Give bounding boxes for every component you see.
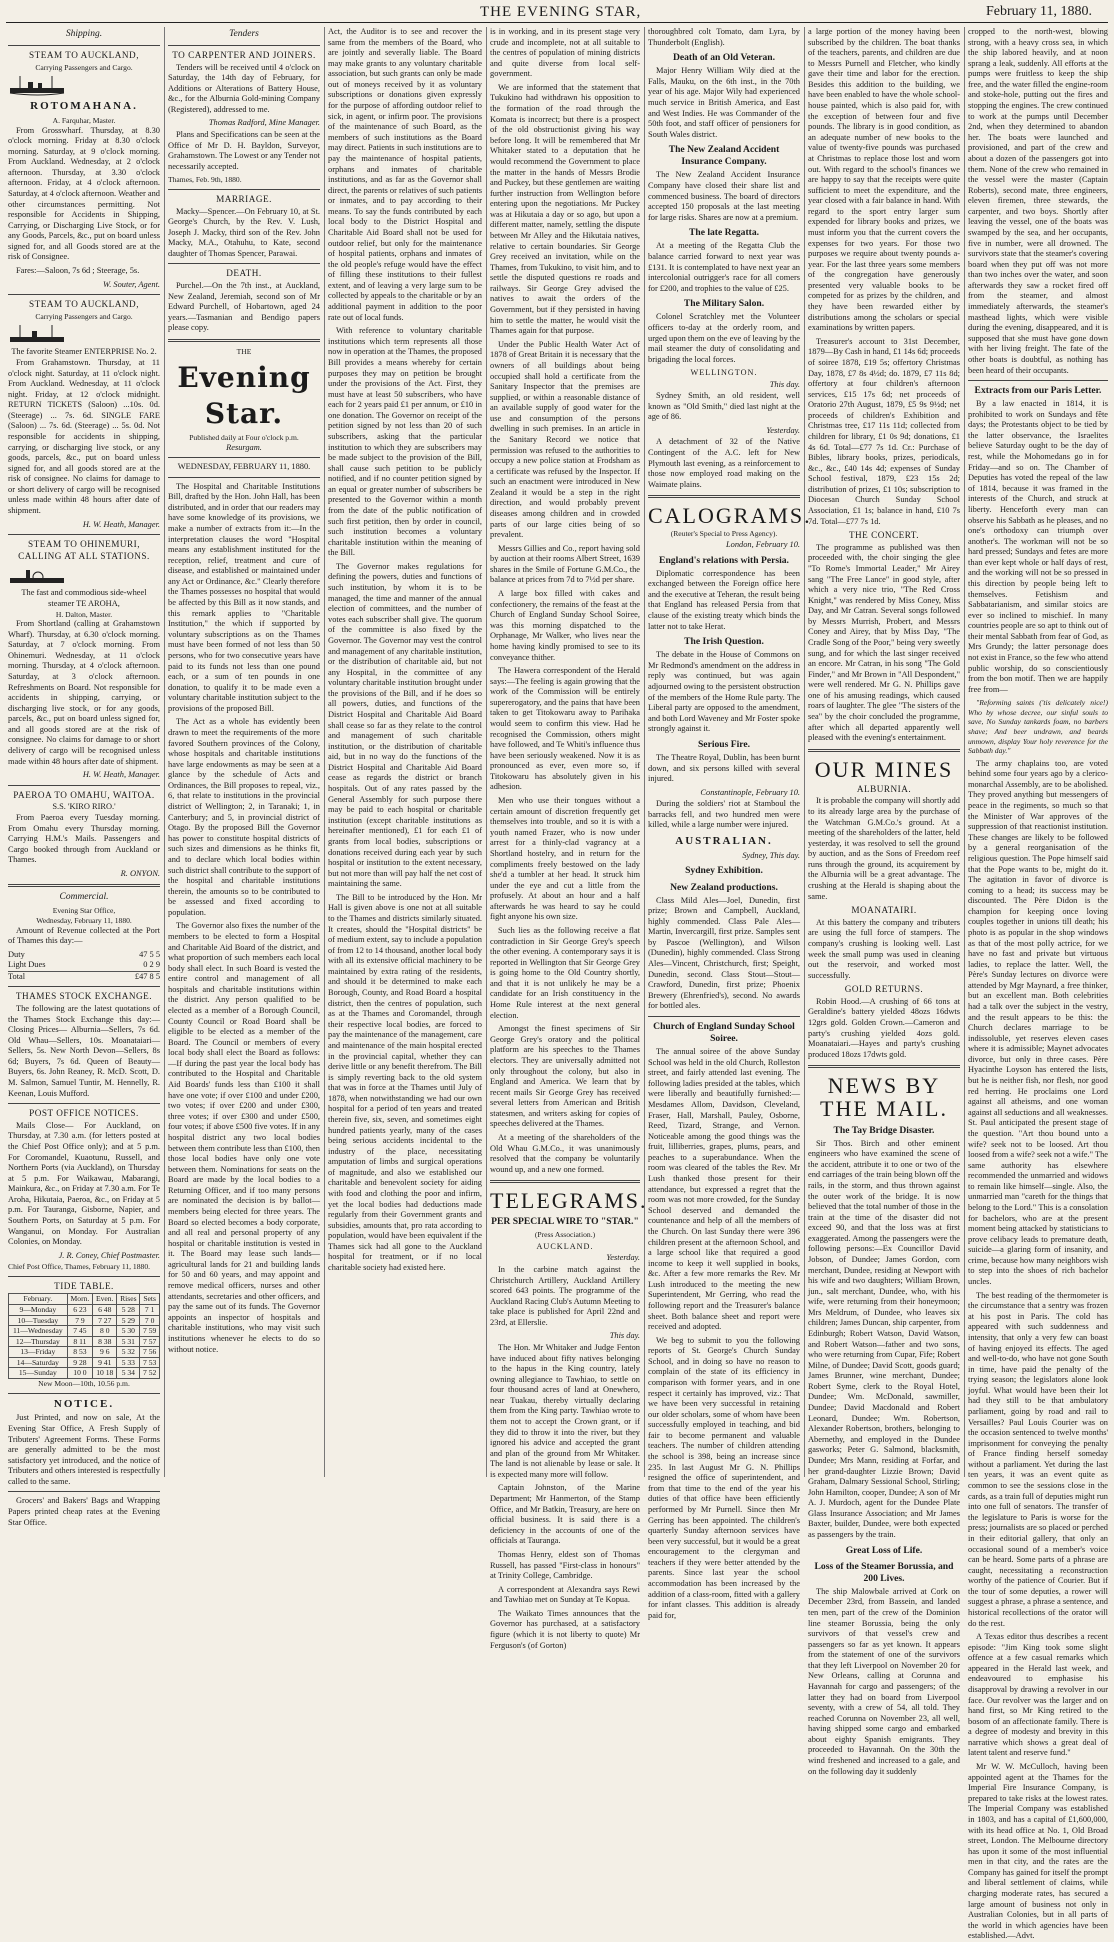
section-heading: Shipping. xyxy=(65,29,103,39)
article-paragraph: Mr W. W. McCulloch, having been appointed agent at the Thames for the Imperial Fire Insurance Company, is prepared to take risks at the lowest rates. The Imperial Company was established in 1803, and has a capital of £1,600,000, with its head office at No. 1, Old Broad street, London. The Melbourne directory has upon it some of the most influential men in that city, and the rates are the Company has gained for itself the prompt and liberal settlement of claims, while charging moderate rates, has secured a large amount of business not only in Australian Colonies, but in all parts of the world in which agencies have been established.—Advt. xyxy=(968,1762,1108,1941)
dateline-date: This day. xyxy=(609,1331,640,1341)
stock-heading: THAMES STOCK EXCHANGE. xyxy=(15,991,153,1002)
table-header-row: February. Morn. Even. Rises Sets xyxy=(9,1294,160,1305)
table-row: 9—Monday 6 23 6 48 5 28 7 1 xyxy=(9,1305,160,1316)
article-paragraph: Treasurer's account to 31st December, 1879—By Cash in hand, £1 14s 6d; proceeds of soiree 1878, £19 5s; offertory Christmas Day, 1878, £7 8s 4½d; do. 1879, £7 11s 8d; offertory at four children's afternoon services, £15 17s 6d; net proceeds of Oratorio 27th August, 1879, £5 9s 9½d; net proceeds of children's Exhibition and Christmas tree, £17 11s 11d; collected from children for library, £1 0s 9d; donations, £1 4s 6d. Total—£77 7s 1d. Cr.: Purchase of Bibles, library books, prizes, periodicals, &c., &c., £40 14s 4d; expenses of Sunday School festival, 1879, £23 15s 2d; distribution of prizes, £1 10s; subscription to Diocesan Church Sunday School Association, £1 1s; balance in hand, £10 7s 7d. Total—£77 7s 1d. xyxy=(808,336,960,526)
dateline-date: Yesterday. xyxy=(606,1253,640,1263)
ad-subheading: Carrying Passengers and Cargo. xyxy=(35,62,133,72)
article-heading: The Military Salon. xyxy=(683,298,765,310)
death-body: Purchel.—On the 7th inst., at Auckland, New Zealand, Jeremiah, second son of Mr Edward Purchell, of Hobartown, aged 24 years.—Tasmanian and Bendigo papers please copy. xyxy=(168,280,320,333)
ad-body: From Shortland (calling at Grahamstown Wharf). Thursday, at 6.30 o'clock morning. Saturday, at 7 o'clock morning. From Ohinemuri. Wednesday, at 11 o'clock morning. Thursday, at 4 o'clock afternoon. Saturday, at 3 o'clock afternoon. Refreshments on Board. Not responsible for accidents in shipping, carrying, or discharging live stock, or for any goods, parcels, &c., put on board unless signed for, and all goods stored are at the risk of consignee. No claims for damage to or short delivery of cargo will be recognised unless made within 48 hours after date of shipment. xyxy=(8,619,160,766)
column-4 xyxy=(490,27,648,1650)
divider xyxy=(8,884,160,887)
article-heading: England's relations with Persia. xyxy=(659,554,789,566)
paper-date: WEDNESDAY, FEBRUARY 11, 1880. xyxy=(177,462,311,472)
column-rule xyxy=(486,27,487,1477)
article-paragraph: Sydney Smith, an old resident, well known as "Old Smith," died last night at the age of 86. xyxy=(648,391,800,422)
article-paragraph: Amongst the finest specimens of Sir George Grey's oratory and the political platform are his speeches to the Thames electors. They are universally admitted not only throughout the colony, but also in England and America. We learn that by recent mails Sir George Grey has received several letters from American and British statesmen, and writers asking for copies of speeches delivered at the Thames. xyxy=(490,1024,640,1129)
notice-heading: NOTICE. xyxy=(53,1397,115,1410)
death-heading: DEATH. xyxy=(226,268,262,279)
article-paragraph: Messrs Gillies and Co., report having sold by auction at their rooms Albert Street, 1639 shares in the Smile of Fortune G.M.Co., the balance at prices from 7d to 7½d per share. xyxy=(490,543,640,585)
tide-heading: TIDE TABLE. xyxy=(54,1280,114,1291)
poem: "Reforming saints ('tis delicately nice!) Who by whose decree, our sinful souls to save, No Sunday tankards foam, no barbers shave; And beer undrawn, and beards unmown, display Your holy reverence for the Sabbath day." xyxy=(968,698,1108,756)
paper-publication: Published daily at Four o'clock p.m. xyxy=(189,432,299,442)
ship-name: The fast and commodious side-wheel steamer TE AROHA, xyxy=(21,588,147,608)
leader-paragraph: The Governor also fixes the number of the members to be elected to form a Hospital and Charitable Aid Board of the district, and what proportion of such members each local body shall elect. In such Board is vested the entire control and management of all hospitals and charitable institutions within the district. Any person qualified to be elected as a member of a Borough Council, County Council or Road Board shall be eligible to be elected as a member of the Board. The Council or members of every local body shall elect the Board as follows:—If during the past year the local body has contributed to the Hospital and Charitable Aid Boards' funds less than £100 it shall have one vote; if over £100 and under £200, two votes; if over £200 and under £300, three votes; if over £300 and under £500, four votes; if above £500 five votes. If in any hospital district any two local bodies between them contribute less than £100, then those local bodies have only one vote between them. Nominations for seats on the Board are made by the local bodies to a Returning Officer, and if too many persons are nominated the decision is by ballot—members being elected for three years. The Board so elected becomes a body corporate, and all real and personal property of any hospital or charitable institution is vested in it. The Board may lease such lands—agricultural lands for 21 and building lands for 50 and 60 years, and may appoint and remove medical officers, nurses and other attendants, secretaries and other officers, and pay the same out of its funds. The Governor appoints an inspector of hospitals and charitable institutions, who may visit such institutions whenever he elects to do so without notice. xyxy=(168,921,320,1354)
dateline-place: Sydney, This day. xyxy=(742,850,800,860)
article-heading: Sydney Exhibition. xyxy=(685,865,763,877)
top-rule xyxy=(6,22,1108,23)
ad-heading: STEAM TO OHINEMURI, CALLING AT ALL STATIONS. xyxy=(18,539,150,561)
mine-name: MOANATAIRI. xyxy=(851,905,917,916)
dateline-place: AUCKLAND. xyxy=(536,1242,594,1252)
divider xyxy=(168,339,320,342)
newspaper-title: THE EVENING STAR, xyxy=(480,4,642,20)
telegrams-subheading: PER SPECIAL WIRE TO "STAR." xyxy=(491,1216,639,1228)
article-paragraph: During the soldiers' riot at Stamboul the barracks fell, and two hundred men were killed, while a large number were injured. xyxy=(648,799,800,830)
column-3 xyxy=(328,27,482,1479)
article-paragraph: The best reading of the thermometer is the circumstance that a sentry was frozen at his post in Paris. The cold has appeared with such suddenness and intensity, that only a very few can boast of having enjoyed its effects. The aged and well-to-do, who have not gone South in time, have paid the penalty of the trying season; the legislators alone look joyful. What would have been their lot had they still to be that ambulatory parliament, going by road and rail to Versailles? Paul Louis Courier was on the occasion sentenced to twelve months' imprisonment for conveying the penalty of France finding herself someday without a parliament. Yet during the last ten years, it was an event quite as common to see the sessions close in the cards, as a train full of deputies might run into one full of senators. The transfer of the legislature to Paris is worse for the press; journalists are so placed or perched in their editorial gallery, that only an occasional sound of a member's voice can be heard. Some parts of a phrase are caught, necessitating a reconstruction worthy of the patience of Courier. But if the tour of some deputies, a rower will suggest a phrase, a phrase a sentence, and historical recollections of the orator will do the rest. xyxy=(968,1290,1108,1628)
column-5 xyxy=(648,27,812,1620)
divider xyxy=(490,1180,640,1183)
leader-paragraph: The Bill to be introduced by the Hon. Mr Hall is given above is one not at all suitable to the Thames and districts similarly situated. It creates, should the "Hospital districts" be of medium extent, say to include a population of from 12 to 14 thousand, another local body with all its extensive official machinery to be maintained by extra rating of the residents, and should it be determined to make each Borough, County, and Road Board a hospital district, then the centres of population, such as at the Thames and Coromandel, through their respective local bodies, are forced to pay the maintenance of the management, care and maintenance of the main hospital erected in the provincial capital, whether they can derive little or any benefit therefrom. The Bill is simply reverting back to the old system that was in force at the Thames until July of 1878, when notwithstanding we had our own hospital for a period of ten years and treated therein five, six, seven, and sometimes eight hundred patients yearly, many of the cases being serious accidents incidental to the industry of the place, necessitating amputation of limbs and surgical operations of magnitude, and also we established our charitable and benevolent society for aiding with food and clothing the poor and infirm, yet the local bodies had deductions made regularly from their Government grants and subsidies, amounts that, pro rata according to population, would have been equivalent if the Thames sick had all gone to the Auckland hospital for treatment, or if no local charitable society had existed here. xyxy=(328,892,482,1273)
stock-body: The following are the latest quotations of the Thames Stock Exchange this day:— Closing Prices— Alburnia—Sellers, 7s 6d. Old Whau—Sellers, 10s. Moanataiari—Sellers, 5s. New North Devon—Sellers, 8s 6d; Buyers, 7s 6d. Queen of Beauty—Buyers, 6s. John Reaney, R. McD. Scott, D. M. Salmon, Samuel Tuntir, M. Hennelly, R. Keenan, Louis Mufford. xyxy=(8,1004,160,1098)
article-paragraph: The ship Malowbale arrived at Cork on December 23rd, from Bassein, and landed ten men, part of the crew of the Dominion line steamer Borussia, being the only survivors of that vessel's crew and passengers so far as yet known. It appears from the statement of one of the survivors that they left Liverpool on November 20 for New Orleans, calling at Corunna and Havannah for cargo and passengers; of the latter they had on board from Liverpool seventy, with a crew of 54, all told. They reached Corunna on November 23, all well, having shipped some cargo and embarked about eighty Spanish emigrants. They proceeded to Havannah. On the 30th the wind freshened and increased to a gale, and on the following day it suddenly xyxy=(808,1586,960,1776)
article-paragraph: At this battery the company and tributers are using the full force of stampers. The company's crushing is looking well. Last week the small pump was used in cleaning out the reservoir, and worked most successfully. xyxy=(808,917,960,980)
column-rule xyxy=(804,27,805,1477)
article-paragraph: A large box filled with cakes and confectionery, the remains of the feast at the Church of England Sunday School Soiree, was this morning dispatched to the Orphanage, Mr Walker, who lives near the home having kindly promised to see to its conveyance thither. xyxy=(490,589,640,662)
article-paragraph: Diplomatic correspondence has been exchanged between the Foreign office here and the executive at Teheran, the result being that England has released Persia from that clause of the existing treaty which binds the latter not to take Herat. xyxy=(648,568,800,631)
mine-name: ALBURNIA. xyxy=(856,783,912,794)
article-paragraph: At a meeting of the shareholders of the Old Whau G.M.Co., it was unanimously resolved that the company be voluntarily wound up, and a new one formed. xyxy=(490,1132,640,1174)
leader-paragraph: The Hospital and Charitable Institutions Bill, drafted by the Hon. John Hall, has been distributed, and in order that our readers may have some knowledge of its provisions, we make a number of extracts from it:—In the interpretation clauses the word "Hospital means any establishment instituted for the reception, relief, treatment and cure of disease, and established or maintained under any Act or Ordinance, &c." Clearly therefore the Thames possesses no hospital that would be affected by this Bill as it now stands, and this remark applies to "Charitable Institution," the which if supported by voluntary subscriptions as on the Thames must have been formed of not less than 50 persons, who for two consecutive years have paid to its funds not less than one pound each, or a sum of ten pounds in one donation, to qualify it to be made even a voluntary charitable institution subject to the provisions of the proposed Bill. xyxy=(168,481,320,713)
telegram-paragraph: The Hon. Mr Whitaker and Judge Fenton have induced about fifty natives belonging to the hapus in the King country, lately owning allegiance to Tawhiao, to settle on four thousand acres of land at Onewhero, near Tuakau, thereby virtually declaring them from the King party. Tawhiao wrote to them not to accept the Crown grant, or if they did to throw it into the river, but they ignored his advice and accepted the grant and plan of the ground from Mr Whitaker. The land is not alienable by lease or sale. It is expected many more will follow. xyxy=(490,1342,640,1479)
paper-title: Evening Star. xyxy=(177,361,311,430)
ad-agent: R. ONYON. xyxy=(120,868,160,878)
article-paragraph: Sir Thos. Birch and other eminent engineers who have examined the scene of the accident, attribute it to one or two of the end carriages of the train being blown off the rails, in the storm, and thus thrown against the outer work of the bridge. It is now believed that the total number of those in the train at the time of the disaster did not exceed 90, and that the loss was at first exaggerated. Among the passengers were the following persons:—Ex Councillor David Jobson, of Dundee; James Gordon, corn merchant, Dundee, residing at Newport with his wife and two daughters; William Brown, jun., salt merchant, Dundee, who, with his wife, were returning from their honeymoon; Mrs Meldrum, of Dundee, who leaves six children; James Duncan, ship carpenter, from Edinburgh; Robert Watson, David Watson, and Robert Watson—father and two sons, who were returning from Cupar, Fife; Robert Milne, of Dundee; David Scott, goods guard; James Brunner, wine merchant, Dundee; Robert Syme, clerk to the Royal Hotel, Dundee; Wm. McDonald, sawmiller, Dundee; David Macdonald and Robert Leonard, Dundee; Wm. Robertson, Alexander Robertson, brothers, belonging to Abernethy, and employed in the Dundee gasworks; Peter G. Salmond, blacksmith, Dundee; Mrs Mann, residing at Forfar, and her grand-daughter Lizzie Brown; David Graham, Dalmary Sessional School, Stirling; John Hamilton, cooper, Dundee; A son of Mr A. J. Murdoch, agent for the Dundee Plate Glass Insurance Association; and Mr James Baxter, builder, Dundee, were both expected as passengers by the train. xyxy=(808,1138,960,1539)
article-paragraph: It is probable the company will shortly add to its already large area by the purchase of the Watchman G.M.Co.'s ground. At a meeting of the shareholders of the latter, held yesterday, it was resolved to sell the ground by auction, and as the Sons of Freedom reef runs through the ground, its acquirement by the Alburnia will be a great advantage. The crushing at the Herald is shaping about the same. xyxy=(808,796,960,901)
article-paragraph: Major Henry William Wily died at the Falls, Mauku, on the 6th inst., in the 70th year of his age. Major Wily had experienced much service in British America, and East and West Indies. He was Commander of the 50th foot, and staff officer of pensioners for South Wales district. xyxy=(648,66,800,139)
ad-manager: H. W. Heath, Manager. xyxy=(82,770,160,780)
divider xyxy=(8,45,160,46)
issue-date: February 11, 1880. xyxy=(985,4,1092,19)
ad-subheading: Carrying Passengers and Cargo. xyxy=(35,311,133,321)
post-body: Mails Close— For Auckland, on Thursday, at 7.30 a.m. (for letters posted at the Chief Post Office only); and at 5 p.m. For Coromandel, Kuaotunu, Russell, and Northern Ports (via Auckland), on Thursday at 5 p.m. For Waikawau, Mabarangi, Mainkura, &c., on Friday at 7.30 a.m. For Te Aroha, Hikutaia, Paeroa, &c., on Friday at 5 p.m. For Tauranga, Gisborne, Napier, and Southern Ports, on Saturday at 5 p.m. For Wanganui, on Monday. For Australian Colonies, on Monday. xyxy=(8,1120,160,1247)
table-row: 11—Wednesday 7 45 8 0 5 30 7 59 xyxy=(9,1326,160,1337)
article-paragraph: The annual soiree of the above Sunday School was held in the old Church, Rolleston street, and fairly attended last evening. The following ladies presided at the tables, which were liberally and beautifully furnished:—Mesdames Allom, Davidson, Cleveland, Fraser, Hall, Marshall, Pauley, Osborne, Reed, Tizard, Strange, and Vernon. Noticeable among the good things was the fruit, lilliberries, grapes, plums, pears, and peaches to a superabundance. When the room was cleared of the tables the Rev. Mr Lush thanked those present for their attendance, but expressed a regret that the room was not more crowded, for the Sunday School deserved and demanded the countenance and help of all the members of the Church. On last Sunday there were 396 children present at the afternoon School, and a large school like that required a good income to keep it well supplied in books, &c. After a few more remarks the Rev. Mr Lush introduced to the meeting the new Superintendent, Mr Gerring, who read the following report and the Treasurer's balance sheet. Both balance sheet and report were received and adopted. xyxy=(648,1047,800,1332)
dateline-date: Yesterday. xyxy=(766,425,800,435)
revenue-row: Total £47 8 5 xyxy=(8,971,160,981)
article-heading: The New Zealand Accident Insurance Company. xyxy=(668,144,780,168)
article-paragraph: Such lies as the following receive a flat contradiction in Sir George Grey's speech the other evening. A contemporary says it is reported in Wellington that Sir George Grey is going home to the Old Country shortly, and that it is not unlikely he may be a candidate for an Irish constituency in the Home Rule interest at the next general election. xyxy=(490,925,640,1020)
article-paragraph: is in working, and in its present stage very crude and incomplete, not at all suitable to the centres of population of mining districts and quite diverse from local self-government. xyxy=(490,27,640,79)
telegram-paragraph: Thomas Henry, eldest son of Thomas Russell, has passed "First-class in honours" at Trinity College, Cambridge. xyxy=(490,1549,640,1581)
table-row: 13—Friday 8 53 9 6 5 32 7 56 xyxy=(9,1347,160,1358)
ship-master: H. Dalton, Master. xyxy=(55,609,113,619)
ad-heading: STEAM TO AUCKLAND, xyxy=(29,299,139,310)
column-rule xyxy=(164,27,165,1477)
divider xyxy=(168,457,320,458)
divider xyxy=(168,189,320,190)
telegram-paragraph: Captain Johnston, of the Marine Department; Mr Hanmerton, of the Stamp Office, and Mr Batkin, Treasury, are here on official business. It is said there is a deficiency in the accounts of one of the officials at Tauranga. xyxy=(490,1483,640,1546)
divider xyxy=(968,380,1108,381)
grocers-ad: Grocers' and Bakers' Bags and Wrapping Papers printed cheap rates at the Evening Star Office. xyxy=(8,1496,160,1527)
steamship-icon xyxy=(8,564,160,586)
article-paragraph: By a law enacted in 1814, it is prohibited to work on Sundays and fête days; the Protestants object to be tied by the latter observance, the Israelites believe Saturday ought to be the day of rest, while the Mohomedans go in for Friday—and so on. The Chamber of Deputies has voted the repeal of the law of 1814, because it was framed in the interests of the Church, and struck at liberty. Henceforth every man can observe his Sabbath as he pleases, and no one's orthodoxy can triumph over another's. The workman will not be so hard pressed; Sundays and fetes are more than ever kept whole or half days of rest, and the working will not be so pressed in this direction by people being left to themselves. Fetishism and Sabbatarianism, and similar stoics are ever so inclined to mischief. In many countries people are so apt to think out of their mental Sabbath from fear of God, as Mrs Grundy; the latter personage does not exist in France, so the few who attend public worship, do so conscientiously from the bon motif. Then we are happily free from— xyxy=(968,399,1108,694)
divider xyxy=(8,294,160,295)
divider xyxy=(8,1491,160,1492)
article-heading: The Tay Bridge Disaster. xyxy=(833,1124,935,1136)
ship-name: The favorite Steamer ENTERPRISE No. 2. xyxy=(11,347,157,357)
post-sign-2: Chief Post Office, Thames, February 11, 1880. xyxy=(8,1262,151,1272)
article-heading: Loss of the Steamer Borussia, and 200 Lives. xyxy=(814,1560,954,1584)
paper-the: THE xyxy=(236,346,252,356)
article-paragraph: Robin Hood.—A crushing of 66 tons at Geraldine's battery yielded 48ozs 16dwts 12grs gold. Golden Crown.—Cameron and party's crushing yielded 4ozs gold. Moanataiari.—Hayes and party's crushing produced 18ozs 17dwts gold. xyxy=(808,996,960,1059)
notice-body: Just Printed, and now on sale, At the Evening Star Office, A Fresh Supply of Tributers' Agreement Forms. These Forms are generally admitted to be the most satisfactory yet introduced, and the notice of Tributers and others interested is respectfully called to the same. xyxy=(8,1413,160,1486)
telegram-paragraph: A correspondent at Alexandra says Rewi and Tawhiao met on Sunday at Te Kopua. xyxy=(490,1584,640,1605)
article-heading: Serious Fire. xyxy=(697,738,751,750)
revenue-row: Light Dues 0 2 9 xyxy=(8,960,160,970)
divider xyxy=(8,986,160,987)
column-1 xyxy=(8,27,160,1527)
telegram-paragraph: The Waikato Times announces that the Governor has purchased, at a satisfactory figure (which it is not liberty to quote) Mr Ferguson's (of Gorton) xyxy=(490,1608,640,1650)
article-paragraph: a large portion of the money having been subscribed by the children. The boat thanks of the teachers, parents, and children are due to Messrs Purnell and Fletcher, who kindly gave their time and labor for the erection. Besides this addition to the building, we have been enabled to have the whole school-house painted, which is also paid for, with the exception of between four and five pounds. The library is in good condition, as an adequate number of new books to the value of twenty-five pounds was purchased at Christmas to replace those lost and worn out. With regard to the school's finances we are happy to say that the receipts were quite sufficient to meet the expenditure, and the year closed with a fair balance in hand. With regard to the sport entry larger sum expended for library books and prizes, we must inform you that the current covers the expenses for two years. For those two purposes we require about twenty pounds a-year. For the last three years some members of the congregation have generously presented very valuable books to be competed for as prizes by the children, and they have been rewarded either by distributions among the scholars or special examinations by written papers. xyxy=(808,27,960,333)
section-heading: Tenders xyxy=(229,29,259,39)
steamship-icon xyxy=(8,323,160,345)
dateline-place: London, February 10. xyxy=(726,540,800,550)
moon-phase: New Moon—10th, 10.56 p.m. xyxy=(38,1378,130,1388)
calograms-subheading: (Reuter's Special to Press Agency). xyxy=(670,529,778,539)
column-7 xyxy=(968,27,1109,1941)
leader-paragraph: With reference to voluntary charitable institutions which term represents all those now in operation at the Thames, the proposed Bill provides a means whereby for certain purposes they may on petition be brought under the provisions of the Act. First, they must have at least 50 subscribers, who have each for 2 years paid £1 per annum, or £10 in one donation. The Governor on receipt of the petition signed by not less than 20 of such subscribers, asking that the particular institution to which they are subscribers may be made subject to the provision of the Bill, shall cause such petition to be publicly notified, and if no counter petition signed by an equal or greater number of subscribers be presented to the Governor within a month from the date of the public notification of such first petition, then by order in council, such institution becomes a voluntary charitable institution within the meaning of the Bill. xyxy=(328,326,482,558)
article-paragraph: Class Mild Ales—Joel, Dunedin, first prize; Brown and Campbell, Auckland, highly commended. Class Pale Ales—Martin, Invercargill, first prize. Samples sent by Pascoe (Wellington), and Wilson (Dunedin), highly commended. Class Strong Ales—Vincent, Christchurch, first; Speight, Dunedin, second. Class Stout—Stout—Crawford, Dunedin, first prize; Phoenix Brewery (Ehrenfried's), second. No awards for bottled ales. xyxy=(648,895,800,1011)
divider xyxy=(168,263,320,264)
marriage-body: Macky—Spencer.—On February 10, at St. George's Church, by the Rev. V. Lush, Joseph J. Macky, third son of the Rev. John Macky, M.A., Otahuhu, to Kate, second daughter of Thomas Spencer, Parawai. xyxy=(168,206,320,258)
concert-heading: THE CONCERT. xyxy=(848,530,920,541)
ship-name: ROTOMAHANA. xyxy=(30,100,138,113)
tender-body: Tenders will be received until 4 o'clock on Saturday, the 14th day of February, for Additions or Alterations of Battery House, &c., for the Alburnia Gold-mining Company (Registered), addressed to me. xyxy=(168,62,320,114)
column-rule xyxy=(964,27,965,1477)
divider xyxy=(8,785,160,786)
marriage-heading: MARRIAGE. xyxy=(216,193,272,204)
steamship-icon xyxy=(8,74,160,96)
tender-heading: TO CARPENTER AND JOINERS. xyxy=(172,49,316,60)
article-paragraph: Men who use their tongues without a certain amount of discretion frequently get themselves into trouble, and so it is with a youth named Frazer, who is now under arrest for a thinly-clad vagrancy at a Shortland hostelry, and in return for the compliments freely bestowed on the lady she'd a tumbler at her head. It struck him under the eye and cut a little from the profusely. At about an hour and a half afterwards he was heard to say he could fight anyone his own size. xyxy=(490,796,640,922)
table-row: 10—Tuesday 7 9 7 27 5 29 7 0 xyxy=(9,1315,160,1326)
ad-manager: H. W. Heath, Manager. xyxy=(82,519,160,529)
gold-returns-heading: GOLD RETURNS. xyxy=(844,984,924,995)
article-paragraph: At a meeting of the Regatta Club the balance carried forward to next year was £131. It is contemplated to have next year an intercolonial outrigger's race for all comers for £200, and trophies to the value of £25. xyxy=(648,241,800,293)
article-paragraph: The army chaplains too, are voted behind some four years ago by a clerico-monarchal Assembly, are to be abolished. They proved anything but messengers of peace in the regiments, so much so that the Minister of War approves of the suppression of that reactionist institution. These changes are likely to be followed by a general reorganisation of the religious question. The Pope himself said that the Pope wants to be, might do it. The agitation in favor of divorce is coming to a head; its success may be discounted. The Père Didon is the champion for keeping once loving couples together in unions till death; his photo is as popular in the shop windows as that of the most polly actrice, for we have no fast and private but virtuous ladies, to replace the latter. Well, the Père's Sunday lectures on divorce were attended by Mgr Maynard, a free thinker, but an excellent man. Both celebrities had a talk over the subject in the vestry, and the result appears to be this: the Church declares marriage to be indissoluble, yet reserves eleven cases where it is admissible; Maynet advocates divorce, but only in three cases. Père Hyacinthe Loyson has entered the lists, but he is neither fish, nor flesh, nor good red herring. He proclaims one Lord against all atheisms, and one woman against all seductions and all weaknesses. St. Paul anticipated the present stage of the question. "Art thou bound unto a wife? seek not to be loosed. Art thou loosed from a wife? seek not a wife." The same authority has elsewhere recommended the unmarried and widows to remain like himself—single. Also, the unmarried man "careth for the things that belong to the Lord." This is a consolation for bachelors, who are at the present moment being attacked by statisticians to prove celibacy leads to premature death, suicide—a glaring form of insanity, and crime, because how many neighbors wish to step into the shoes of rich bachelor uncles. xyxy=(968,758,1109,1287)
ad-heading: PAEROA TO OMAHU, WAITOA. xyxy=(13,789,155,800)
table-row: 12—Thursday 8 11 8 38 5 31 7 57 xyxy=(9,1336,160,1347)
ad-body: From Paeroa every Tuesday morning. From Omahu every Thursday morning. Carrying H.M.'s Mails. Passengers and Cargo booked through from Auckland or Thames. xyxy=(8,812,160,865)
ad-agent: W. Souter, Agent. xyxy=(103,279,160,289)
dateline-place: Constantinople, February 10. xyxy=(700,787,800,797)
post-heading: POST OFFICE NOTICES. xyxy=(29,1108,139,1119)
divider xyxy=(808,749,960,752)
post-sign: J. R. Coney, Chief Postmaster. xyxy=(58,1250,160,1260)
dateline-date: This day. xyxy=(769,379,800,389)
article-paragraph: A Texas editor thus describes a recent episode: "Jim King took some slight offence at a few casual remarks which appeared in the Herald last week, and endeavoured to emphasise his disapproval by drawing a revolver in our face. Our revolver was the larger and on hand first, so Mr King retired to the bosom of an affectionate family. There is a degree of modesty and brevity in this narrative which shows a great deal of latent talent and reserve fund." xyxy=(968,1632,1108,1758)
article-paragraph: The Hawera correspondent of the Herald says:—The feeling is again growing that the work of the Commission will be entirely supererogatory, and the pains that have been taken to get Titokowaru away to Parihaka would seem to confirm this view. Had he recognised the Commission, others might have followed, and Te Whiti's influence thus have been seriously weakened. Now it is as pronounced as ever, even more so, if Titokowaru has absolutely given in his adhesion. xyxy=(490,666,640,792)
article-paragraph: The New Zealand Accident Insurance Company have closed their share list and commenced business. The board of directors accepted 150 proposals at the last meeting for large risks. Shares are now at a premium. xyxy=(648,170,800,222)
divider xyxy=(8,1393,160,1394)
column-rule xyxy=(644,27,645,1477)
calograms-heading: CALOGRAMS. xyxy=(648,503,812,529)
article-heading: Extracts from our Paris Letter. xyxy=(974,385,1102,397)
ad-heading: STEAM TO AUCKLAND, xyxy=(29,49,139,60)
tender-date: Thames, Feb. 9th, 1880. xyxy=(168,175,242,185)
article-paragraph: We are informed that the statement that Tukukino had withdrawn his opposition to the formation of the road through the Komata is incorrect; but there is a prospect of the old obstructionist giving his way before long. It will be remembered that Mr Whitaker stated to a deputation that he would recommend the Government to place the matter in the hands of Messrs Brodie and Puckey, but these gentlemen are waiting further instruction from Wellington before entering upon the negotiations. Mr Puckey was at Hikutaia a day or so ago, but upon a different matter, namely, settling the dispute between Mr Alley and the Hikutaia natives, relative to certain boundaries. Sir George Grey received an invitation, while on the Thames, from Tukukino, to visit him, and to settle the disputed questions re roads and railways. Sir George Grey advised the natives to await the orders of the Government, but if they persisted in having him to settle the matter, he would visit the Thames again for that purpose. xyxy=(490,82,640,336)
divider xyxy=(168,45,320,46)
article-paragraph: The programme as published was then proceeded with, the choir singing the glee "To Rome's Immortal Leader," Mr Airey sang "The Free Lance" in good style, after which a very nice trio, "The Red Cross Knight," was rendered by Miss Coney, Miss Day, and Mr Catran. Several songs followed by Messrs Murrish, Probert, and Messrs Coney and Airey, that by Miss Day, "The Cradle Song of the Poor," being very sweetly sung, and for which the last singer received an encore. Mr Catran, in his song "The Gold Finder," and Mr Brown in "All Despondent," were well rendered. Mr G. N. Phillips gave one of his amusing readings, which caused roars of laughter. The glee "The sisters of the sea" by the choir concluded the programme, after which all departed apparently well pleased with the evening's entertainment. xyxy=(808,542,960,743)
divider xyxy=(648,1016,800,1017)
article-paragraph: We beg to submit to you the following reports of St. George's Church Sunday School, and in doing so have no reason to complain of the state of its efficiency in comparison with former years, and in one respect it certainly has improved, viz.: That we have been very successful in retaining our older scholars, some of whom have been successfully employed in teaching, and bid fair to become permanent and valuable teachers. The number of children attending the school is 398, being an increase since 235. In last August Mr G. N. Phillips resigned the office of superintendent, and from that time to the end of the year his duties of that office have been efficiently performed by Mr Purnell. Since then Mr Gerring has been appointed. The children's quarterly Sunday afternoon services have been very successful, but it would be a great encouragement to the clergyman and teachers if they were better attended by the parents. Since last year the school accommodation has been increased by the addition of a class-room, fitted with a gallery for infant classes. This addition is already paid for, xyxy=(648,1335,800,1620)
leader-paragraph: The Act as a whole has evidently been drawn to meet the requirements of the more favored Southern provinces of the Colony, whose hospitals and charitable institutions have large endowments as may be seen at a glance by the schedule of Acts and Ordinances, the Bill proposes to repeal, viz., 6, that relate to institutions in the provincial district of Wellington; 2, in Taranaki; 1, in Canterbury; and 5, in provincial district of Otago. By the proposed Bill the Governor has power to constitute hospital districts of such sizes and dimensions as he thinks fit, and to declare which local bodies within such district shall contribute to the support of the hospital and charitable institutions therein, the amounts so to be contributed to be assessed and fixed according to population. xyxy=(168,717,320,917)
article-heading: The Irish Question. xyxy=(684,636,764,648)
tide-table xyxy=(8,1293,160,1379)
telegram-paragraph: In the carbine match against the Christchurch Artillery, Auckland Artillery scored 643 points. The programme of the Auckland Racing Club's Autumn Meeting to take place is published for April 22nd and 23rd, at Ellerslie. xyxy=(490,1264,640,1327)
column-2 xyxy=(168,27,320,1479)
section-heading: Commercial. xyxy=(59,892,109,903)
mines-heading: OUR MINES xyxy=(814,756,954,782)
leader-paragraph: Act, the Auditor is to see and recover the same from the members of the Board, who are jointly and severally liable. The Board may make grants to any voluntary charitable association, but such grants can only be made out of moneys received by it as voluntary subscriptions or donations given expressly for the purpose of affording outdoor relief to sick, in agent, or infirm poor. The provisions of the maintenance of such Board, as the members of such institutions as the Board may direct. Patients in such institutions are to pay the maintenance of hospital patients, orphans and inmates of charitable institutions, and as far as the Governor shall direct, the parents or relatives of such patients or inmates, and to pay according to their means. To say the funds contributed by each local body to the District Hospital and Charitable Aid Board shall not be used for outdoor relief, but only for the maintenance of hospital patients, orphans and inmates of the old people's refuge would have the effect of filling these institutions to their fullest extent, and of leaving a very large sum to be collected by appeals to the charitable or by an additional payment in addition to the poor rate out of local funds. xyxy=(328,27,482,322)
article-paragraph: The Theatre Royal, Dublin, has been burnt down, and six persons killed with several injured. xyxy=(648,752,800,784)
news-heading: NEWS BY THE MAIL. xyxy=(820,1073,948,1122)
article-heading: Church of England Sunday School Soiree. xyxy=(653,1020,795,1045)
australian-heading: AUSTRALIAN. xyxy=(675,834,773,847)
ship-master: A. Farquhar, Master. xyxy=(52,115,116,125)
office-date: Wednesday, February 11, 1880. xyxy=(36,915,132,925)
column-6 xyxy=(808,27,960,1776)
tender-sign: Thomas Radford, Mine Manager. xyxy=(208,118,320,128)
ship-name: S.S. 'KIRO RIRO.' xyxy=(52,802,116,812)
divider xyxy=(8,534,160,535)
article-paragraph: A detachment of 32 of the Native Contingent of the A.C. left for New Plymouth last evening, as a reinforcement to those now employed road making on the Waimate plains. xyxy=(648,437,800,489)
column-rule xyxy=(324,27,325,1477)
ad-body: From Grosswharf. Thursday, at 8.30 o'clock morning. Friday at 8.30 o'clock morning. Saturday, at 9 o'clock morning. From Auckland. Wednesday, at 2 o'clock afternoon. Thursday, at 3.30 o'clock afternoon. Friday, at 4 o'clock afternoon. Saturday, at 4 o'clock afternoon. Weather and other circumstances permitting. Not responsible for Accidents in Shipping, Carrying, or Discharging Live Stock, or for any Goods, Parcels, &c., put on board unless signed for, and all Goods stored are at the risk of Consignee. xyxy=(8,125,160,262)
revenue-row: Duty 47 5 5 xyxy=(8,949,160,959)
divider xyxy=(648,495,800,498)
article-heading: New Zealand productions. xyxy=(670,881,778,893)
revenue-intro: Amount of Revenue collected at the Port of Thames this day:— xyxy=(8,925,160,946)
office-line: Evening Star Office, xyxy=(52,906,116,916)
divider xyxy=(168,477,320,478)
divider xyxy=(8,1276,160,1277)
table-row: 15—Sunday 10 0 10 18 5 34 7 52 xyxy=(9,1368,160,1379)
leader-paragraph: The Governor makes regulations for defining the powers, duties and functions of such institution, by whom it is to be managed, the time and manner of the annual election of committees, and the number of votes each subscriber shall give. The quorum of the committee is also fixed by the Governor. The Governor may vest the control and management of any charitable institution, or the distribution of charitable aid, but not any Hospital, in the committee of any voluntary charitable institution brought under the provisions of the Bill, and if he does so all powers, duties, and functions of the District Hospital and Charitable Aid Board shall cease so far as they relate to the control and management of such charitable institution, or the distribution of charitable aid, but in no way do the functions of the District Hospital and Charitable Aid Board cease as regards the district or branch hospitals. Out of any rates passed by the General Assembly for such purpose there may be paid to each hospital or charitable institution (except charitable institutions as hereinafter mentioned), £1 for each £1 of grants from local bodies, subscriptions or donations received during each year by such hospital or institution to the extent necessary, but not more than will pay half the net cost of maintaining the same. xyxy=(328,561,482,889)
article-paragraph: Under the Public Health Water Act of 1878 of Great Britain it is necessary that the owners of all buildings about being occupied shall hold a certificate from the Sanitary Inspector that the premises are supplied, or within a reasonable distance of an available supply of good water for the use and consumption of the persons dwelling in such premises. In an article in the Sanitary Record we notice that permission was refused to the authorities to occupy a new police station at Frodsham as a certificate was refused by the Inspector. If such an enactment were introduced in New Zealand it would be a step in the right direction, and would probably prevent diseases among children and in crowded parts of our large cities being of so prevalent. xyxy=(490,339,640,540)
article-paragraph: cropped to the north-west, blowing strong, with a heavy cross sea, in which the ship labored heavily, and at noon sprang a leak, suddenly. All efforts at the pumps were fruitless to keep the ship free, and the water filled the engine-room and stoke-hole, putting out the fires and stopping the engines. The crew continued to work at the pumps until December 2nd, when they determined to abandon her. The boats were launched and provisioned, and part of the crew and about a dozen of the passengers got into them. None of the crew who remained in the vessel were the master (Captain Roberts), second mate, three engineers, eleven firemen, three stewards, the carpenter, and two boys. Shortly after leaving the vessel, one of the boats was swamped by the sea, and her occupants, five in number, were all drowned. The survivors state that the steamer's covering board when they put off was not more than two inches over the water, and soon afterwards they saw a rocket fired off from the steamer, and almost immediately afterwards, the steamer's masthead lights, which were visible during the evening, disappeared, and it is supposed that she must have gone down with her living freight. The fate of the other boats is doubtful, as nothing has been heard of their occupants. xyxy=(968,27,1108,375)
ad-body: From Grahamstown. Thursday, at 11 o'clock night. Saturday, at 11 o'clock night. From Auckland. Wednesday, at 11 o'clock night. Friday, at 12 o'clock midnight. RETURN TICKETS (Saloon) ...10s. 0d. (Steerage) ... 7s. 6d. SINGLE FARE (Saloon) ... 7s. 6d. (Steerage) ... 5s. 0d. Not responsible for accidents in shipping, carrying, or discharging live stock, or any goods, parcels, &c., put on board unless signed for, and all goods stored are at the risk of consignee. No claims for damage to or short delivery of cargo will be recognised unless made within 48 hours after date of shipment. xyxy=(8,357,160,516)
table-row: 14—Saturday 9 28 9 41 5 33 7 53 xyxy=(9,1357,160,1368)
dateline-place: WELLINGTON. xyxy=(690,368,758,378)
divider xyxy=(808,1065,960,1068)
telegrams-heading: TELEGRAMS. xyxy=(490,1188,648,1214)
masthead xyxy=(0,0,1114,22)
article-heading: Great Loss of Life. xyxy=(845,1544,923,1556)
tender-body-2: Plans and Specifications can be seen at the Office of Mr D. H. Bayldon, Surveyor, Grahamstown. The Lowest or any Tender not necessarily accepted. xyxy=(168,130,320,171)
press-association: (Press Association.) xyxy=(534,1230,596,1240)
divider xyxy=(8,1103,160,1104)
paper-motto: Resurgam. xyxy=(226,442,262,452)
telegram-paragraph: thoroughbred colt Tomato, dam Lyra, by Thunderbolt (English). xyxy=(648,27,800,47)
article-paragraph: Colonel Scratchley met the Volunteer officers to-day at the orderly room, and urged upon them on the eve of leaving by the mail steamer the duty of consolidating and brigading the local forces. xyxy=(648,312,800,364)
article-paragraph: The debate in the House of Commons on Mr Redmond's amendment on the address in reply was continued, but was again adjourned owing to the persistent obstruction of the members of the Home Rule party. The Liberal party are opposed to the amendment, and both Lord Waveney and Mr Foster spoke strongly against it. xyxy=(648,650,800,734)
ad-fares: Fares:—Saloon, 7s 6d ; Steerage, 5s. xyxy=(16,266,140,276)
article-heading: The late Regatta. xyxy=(688,227,760,239)
article-heading: Death of an Old Veteran. xyxy=(672,52,776,64)
